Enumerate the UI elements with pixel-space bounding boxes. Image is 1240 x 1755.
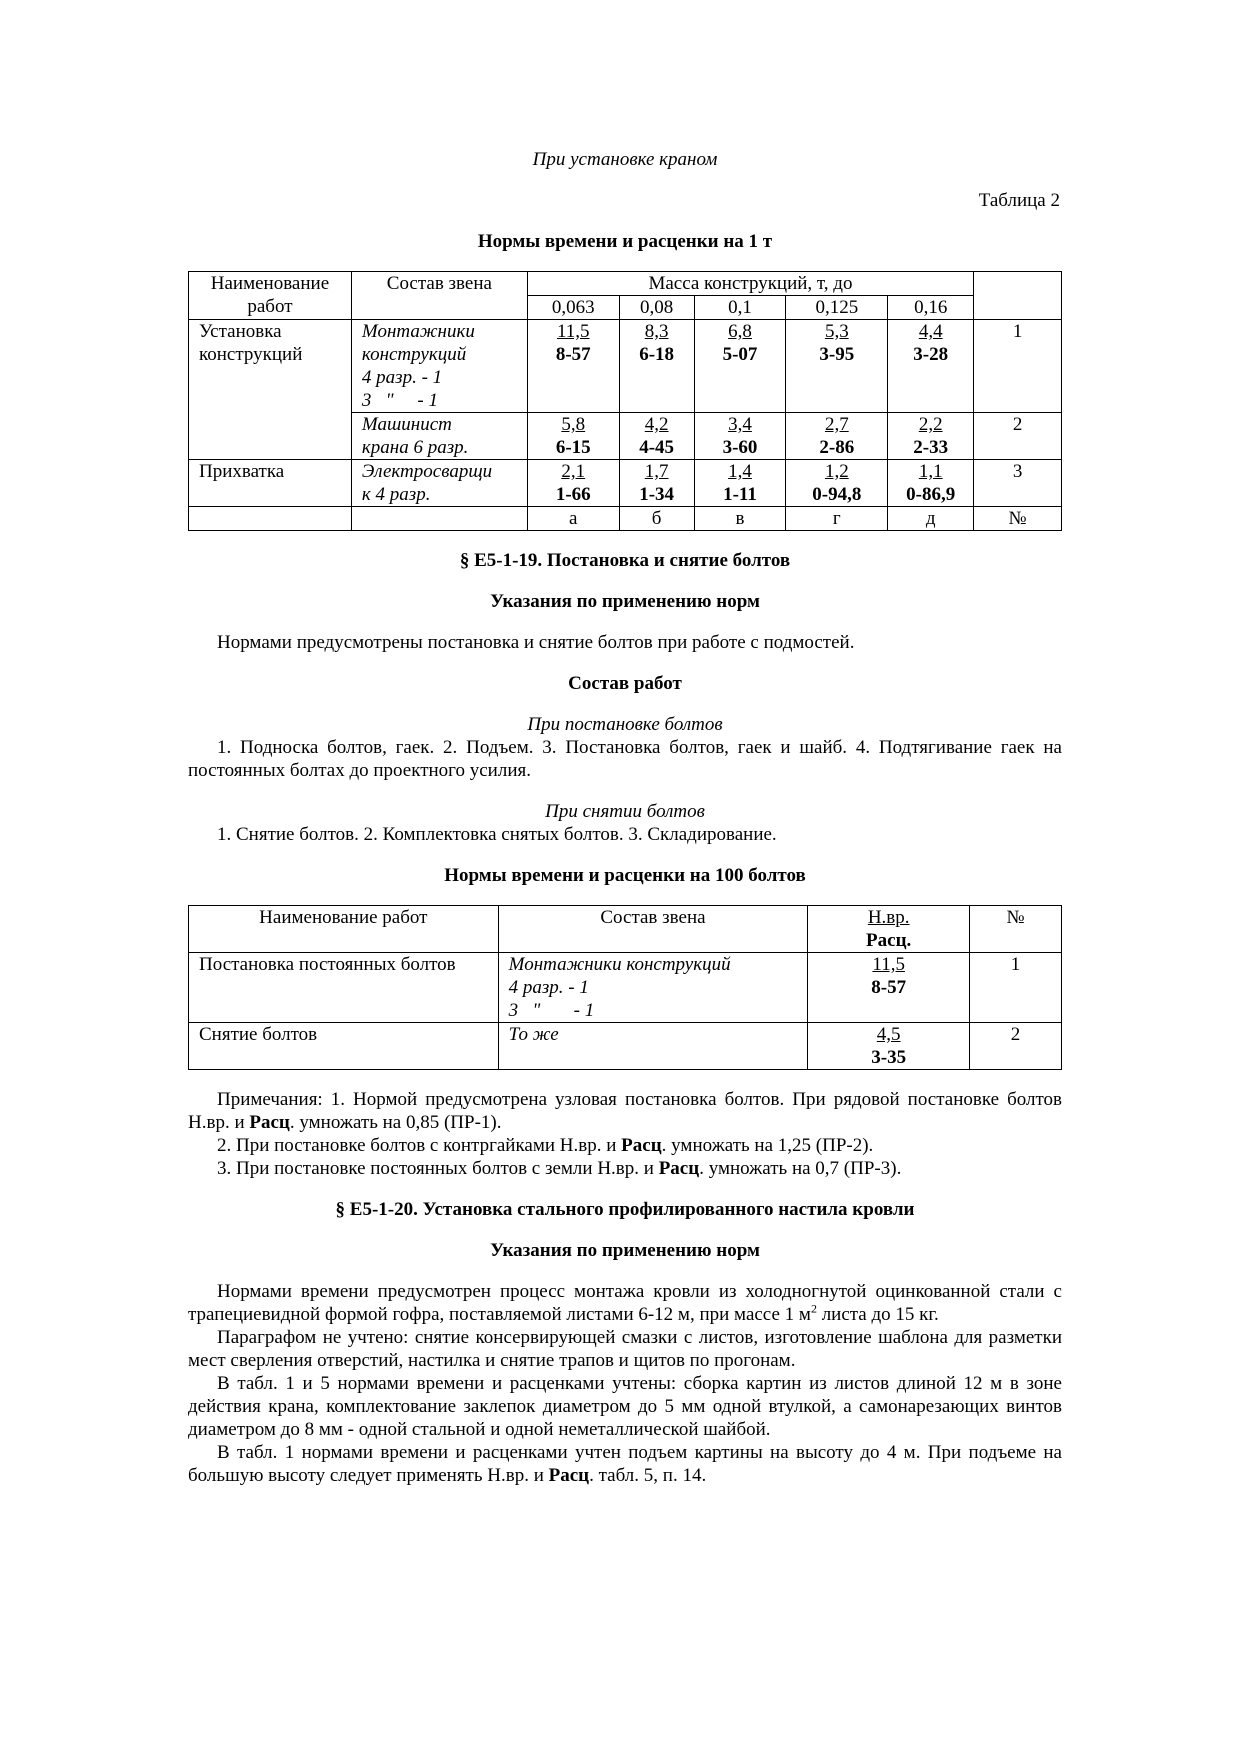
rate-value: 0-86,9 [906,484,956,505]
table-footer-row [189,507,1062,531]
footer-blank [189,507,352,531]
crew-line: крана 6 разр. [361,437,469,458]
value-cell [786,460,888,507]
note-2: 2. При постановке болтов с контргайками Н.вр. и Расц. умножать на 1,25 (ПР-2). [217,1135,874,1156]
table2-title: Нормы времени и расценки на 1 т [477,231,773,252]
rate-value: 1-34 [639,484,675,505]
section20-title: § Е5-1-20. Установка стального профилированного настила кровли [335,1199,915,1220]
column-letter: г [786,507,888,531]
column-letter: д [888,507,974,531]
table3-header-num: № [970,906,1062,953]
norm-value: 2,1 [561,461,586,482]
row-number: 1 [970,953,1062,1023]
note-3: 3. При постановке постоянных болтов с земли Н.вр. и Расц. умножать на 0,7 (ПР-3). [217,1158,902,1179]
rate-value: 6-18 [639,344,675,365]
rate-value: 1-11 [723,484,757,505]
crew-line: конструкций [361,344,467,365]
table2-header-crew: Состав звена [351,272,527,320]
column-letter: б [619,507,694,531]
table2-label: Таблица 2 [978,190,1060,211]
work-name: Снятие болтов [189,1023,499,1070]
table2-header-mass: Масса конструкций, т, до [527,272,973,296]
rate-value: 8-57 [555,344,591,365]
rate-value: 0-94,8 [812,484,862,505]
removal-text: 1. Снятие болтов. 2. Комплектовка снятых болтов. 3. Складирование. [217,824,777,845]
section20-para-2: Параграфом не учтено: снятие консервирующей смазки с листов, изготовление шаблона для разметки мест сверления отверстий, настилка и снятие трапов и щитов по прогонам. [188,1327,1062,1371]
rate-value: 6-15 [555,437,591,458]
value-cell [694,460,786,507]
rate-value: 3-35 [871,1047,907,1068]
rate-value: 8-57 [871,977,907,998]
table2-header-blank [974,272,1062,320]
mass-col: 0,063 [527,296,619,320]
norm-value: 5,3 [824,321,849,342]
row-number: 2 [974,413,1062,460]
rate-value: 3-95 [819,344,855,365]
column-letter: в [694,507,786,531]
note-1: Примечания: 1. Нормой предусмотрена узловая постановка болтов. При рядовой постановке болтов Н.вр. и Расц. умножать на 0,85 (ПР-1). [188,1089,1062,1133]
norm-value: 5,8 [561,414,586,435]
value-cell [619,320,694,413]
crew-line: Монтажники [361,321,475,342]
header-rate: Расц. [866,930,912,951]
norm-value: 1,4 [728,461,752,482]
value-cell [527,320,619,413]
crew-cell [351,460,527,507]
value-cell [786,413,888,460]
table3-header-name: Наименование работ [189,906,499,953]
norm-value: 4,2 [644,414,669,435]
norm-value: 1,2 [824,461,849,482]
install-subtitle: При постановке болтов [527,714,723,735]
crew-line: Машинист [361,414,452,435]
value-cell [808,1023,970,1070]
norm-value: 1,7 [644,461,669,482]
norm-value: 1,1 [918,461,943,482]
table-row [189,1023,1062,1070]
row-number: 1 [974,320,1062,413]
value-cell [888,320,974,413]
work-name: Установка конструкций [189,320,352,460]
mass-col: 0,08 [619,296,694,320]
norm-value: 2,2 [918,414,943,435]
table3-header-norm-rate [808,906,970,953]
crew-cell [351,320,527,413]
value-cell [619,413,694,460]
crew-cell [498,1023,808,1070]
rate-value: 3-60 [722,437,758,458]
value-cell [694,320,786,413]
norm-value: 4,5 [876,1024,901,1045]
crew-cell [351,413,527,460]
section19-guidance-title: Указания по применению норм [490,591,760,612]
section19-guidance-text: Нормами предусмотрены постановка и снятие болтов при работе с подмостей. [217,632,855,653]
section20-guidance-title: Указания по применению норм [490,1240,760,1261]
table2 [188,271,1062,531]
footer-blank [351,507,527,531]
crew-line: 4 разр. - 1 [361,367,443,388]
value-cell [527,413,619,460]
removal-subtitle: При снятии болтов [545,801,705,822]
value-cell [808,953,970,1023]
table3-header-crew: Состав звена [498,906,808,953]
section20-para-4: В табл. 1 нормами времени и расценками учтен подъем картины на высоту до 4 м. При подъеме на большую высоту следует применять Н.вр. и Расц. табл. 5, п. 14. [188,1442,1062,1486]
value-cell [694,413,786,460]
table-row [189,320,1062,413]
value-cell [527,460,619,507]
row-number: 3 [974,460,1062,507]
norm-value: 3,4 [728,414,752,435]
value-cell [888,460,974,507]
row-number: 2 [970,1023,1062,1070]
norm-value: 2,7 [824,414,849,435]
norm-value: 11,5 [872,954,905,975]
crew-line: То же [508,1024,559,1045]
rate-value: 4-45 [639,437,675,458]
column-letter: а [527,507,619,531]
value-cell [786,320,888,413]
crew-line: Электросварщи [361,461,493,482]
crew-line: к 4 разр. [361,484,431,505]
section20-para-1: Нормами времени предусмотрен процесс монтажа кровли из холодногнутой оцинкованной стали с трапециевидной формой гофра, поставляемой листами 6-12 м, при массе 1 $м^2$ листа до 15 кг. [188,1281,1062,1325]
table-row [189,460,1062,507]
crew-line: Монтажники конструкций [508,954,731,975]
work-name: Постановка постоянных болтов [189,953,499,1023]
table-row [189,953,1062,1023]
document-page [188,148,1062,1487]
install-text: 1. Подноска болтов, гаек. 2. Подъем. 3. Постановка болтов, гаек и шайб. 4. Подтягивание гаек на постоянных болтах до проектного усилия. [188,737,1062,781]
mass-col: 0,1 [694,296,786,320]
rate-value: 5-07 [722,344,758,365]
norm-value: 6,8 [728,321,752,342]
table3 [188,905,1062,1070]
section19-title: § Е5-1-19. Постановка и снятие болтов [459,550,791,571]
value-cell [888,413,974,460]
crew-line: 3 " - 1 [508,1000,595,1021]
rate-value: 1-66 [555,484,591,505]
rate-value: 2-86 [819,437,855,458]
value-cell [619,460,694,507]
section20-para-3: В табл. 1 и 5 нормами времени и расценками учтены: сборка картин из листов длиной 12 м в зоне действия крана, комплектование заклепок диаметром до 5 мм одной втулкой, а самонарезающих винтов диаметром до 8 мм - одной стальной и одной неметаллической шайбой. [188,1373,1062,1440]
header-norm: Н.вр. [867,907,910,928]
crew-cell [498,953,808,1023]
mass-col: 0,125 [786,296,888,320]
crew-line: 4 разр. - 1 [508,977,589,998]
work-composition-title: Состав работ [568,673,682,694]
crew-line: 3 " - 1 [361,390,438,411]
norm-value: 4,4 [918,321,943,342]
table3-title: Нормы времени и расценки на 100 болтов [444,865,806,886]
rate-value: 2-33 [913,437,949,458]
table2-header-name: Наименование работ [189,272,352,320]
rate-value: 3-28 [913,344,949,365]
norm-value: 11,5 [556,321,590,342]
work-name: Прихватка [189,460,352,507]
norm-value: 8,3 [644,321,669,342]
mass-col: 0,16 [888,296,974,320]
crane-subtitle: При установке краном [532,149,718,170]
column-number-label: № [974,507,1062,531]
